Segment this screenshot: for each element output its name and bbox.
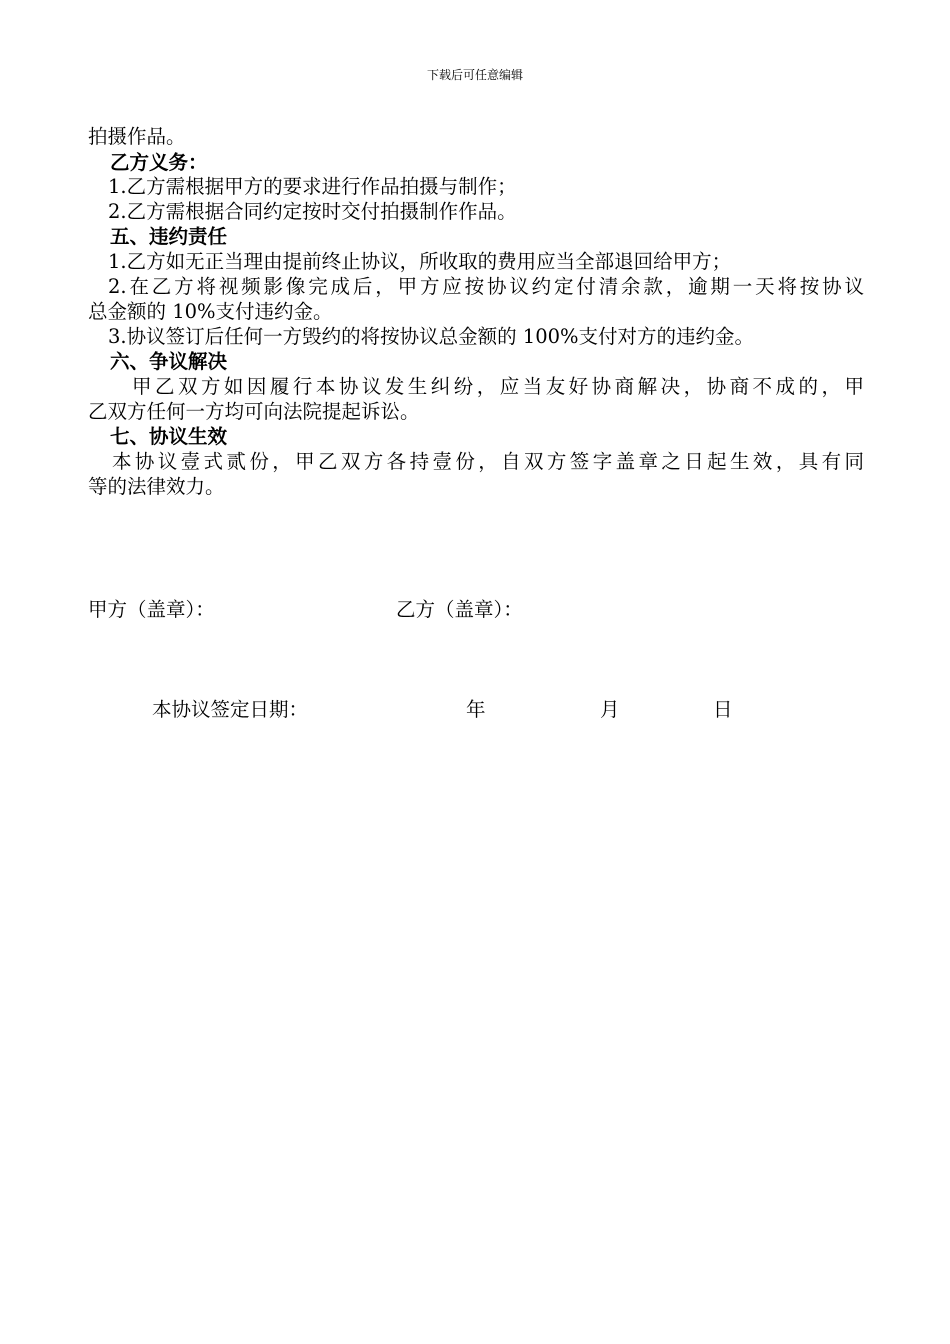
party-a-seal-label: 甲方（盖章）： <box>88 598 215 621</box>
party-b-duties-heading: 乙方义务： <box>110 151 208 174</box>
date-day-label: 日 <box>713 698 733 721</box>
paragraph-line: 甲乙双方如因履行本协议发生纠纷，应当友好协商解决，协商不成的，甲 <box>132 375 864 398</box>
section-heading: 七、协议生效 <box>110 425 228 448</box>
list-item: 2.乙方需根据合同约定按时交付拍摄制作作品。 <box>108 200 517 223</box>
list-item: 1.乙方如无正当理由提前终止协议，所收取的费用应当全部退回给甲方； <box>108 250 732 273</box>
signing-date-label: 本协议签定日期： <box>152 698 309 721</box>
list-item: 1.乙方需根据甲方的要求进行作品拍摄与制作； <box>108 175 517 198</box>
date-year-label: 年 <box>466 698 486 721</box>
header-note: 下载后可任意编辑 <box>426 68 523 82</box>
section-heading: 五、违约责任 <box>110 225 228 248</box>
date-month-label: 月 <box>600 698 620 721</box>
paragraph-line: 拍摄作品。 <box>88 125 186 148</box>
paragraph-line: 等的法律效力。 <box>88 475 225 498</box>
party-b-seal-label: 乙方（盖章）： <box>396 598 523 621</box>
paragraph-line: 本协议壹式贰份，甲乙双方各持壹份，自双方签字盖章之日起生效，具有同 <box>112 450 864 473</box>
section-heading: 六、争议解决 <box>110 350 228 373</box>
list-item: 2.在乙方将视频影像完成后，甲方应按协议约定付清余款，逾期一天将按协议 <box>108 275 864 298</box>
list-item: 3.协议签订后任何一方毁约的将按协议总金额的 100%支付对方的违约金。 <box>108 325 755 348</box>
paragraph-line: 乙双方任何一方均可向法院提起诉讼。 <box>88 400 420 423</box>
list-item-continuation: 总金额的 10%支付违约金。 <box>88 300 333 323</box>
